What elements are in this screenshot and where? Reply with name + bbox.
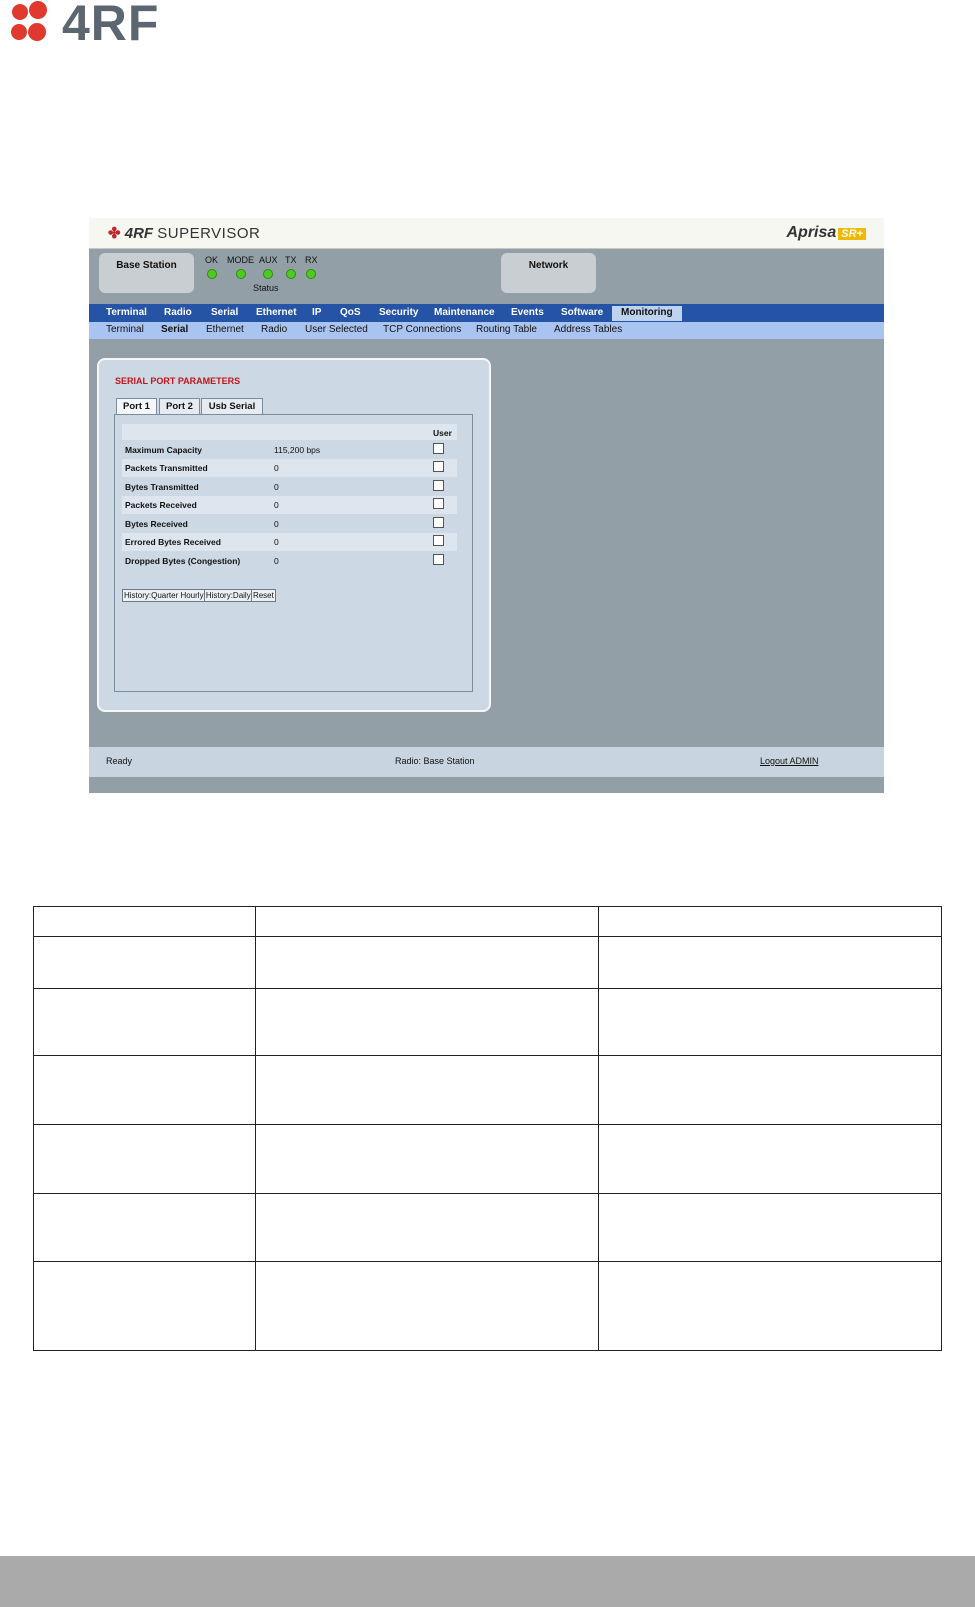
table-cell [34,907,256,937]
subnav-address-tables[interactable]: Address Tables [554,324,623,335]
subnav-radio[interactable]: Radio [261,324,288,335]
table-row [34,907,942,937]
table-cell [34,1125,256,1193]
brand [108,224,260,242]
params-header-row [122,424,457,440]
nav-qos[interactable]: QoS [340,307,361,318]
led-label: MODE [227,255,254,265]
table-cell [256,1125,599,1193]
subnav-routing-table[interactable]: Routing Table [476,324,537,335]
table-cell [599,1262,942,1351]
serial-port-panel [97,358,491,712]
param-row [122,496,457,514]
user-column-header: User [433,428,452,438]
nav-security[interactable]: Security [379,307,419,318]
network-label: Network [528,260,569,271]
brand-name: 4RF [124,225,154,242]
station-box [99,253,194,293]
subnav-terminal[interactable]: Terminal [106,324,144,335]
param-value: 115,200 bps [274,445,321,455]
tab-body [114,414,473,692]
user-checkbox[interactable] [433,554,444,565]
led-label: OK [205,255,219,265]
user-checkbox[interactable] [433,517,444,528]
led-green-icon [306,269,316,279]
table-cell [256,988,599,1055]
aprisa-logo [786,224,866,242]
led-ok [205,255,218,279]
user-checkbox[interactable] [433,498,444,509]
nav-radio[interactable]: Radio [164,307,192,318]
status-leds [205,255,335,295]
history-daily-button[interactable]: History:Daily [205,591,251,600]
network-box[interactable] [501,253,596,293]
status-label: Status [253,283,279,293]
nav-ip[interactable]: IP [312,307,322,318]
param-value: 0 [274,482,279,492]
status-bar [89,747,884,777]
nav-maintenance[interactable]: Maintenance [434,307,495,318]
nav-monitoring[interactable]: Monitoring [612,306,682,321]
led-label: TX [285,255,297,265]
user-checkbox[interactable] [433,535,444,546]
table-cell [599,907,942,937]
user-checkbox[interactable] [433,480,444,491]
table-row [34,988,942,1055]
param-name: Maximum Capacity [125,445,202,455]
table-cell [34,1262,256,1351]
nav-software[interactable]: Software [561,307,604,318]
led-green-icon [286,269,296,279]
table-cell [256,1193,599,1261]
doc-logo [10,0,185,51]
main-nav [89,304,884,322]
table-cell [34,1193,256,1261]
aprisa-badge: SR+ [838,228,866,240]
table-cell [599,1125,942,1193]
subnav-serial[interactable]: Serial [161,324,189,335]
table-cell [256,907,599,937]
led-green-icon [207,269,217,279]
brand-product: SUPERVISOR [157,225,261,242]
doc-footer-bar [0,1556,975,1607]
table-cell [599,1193,942,1261]
led-tx [285,255,297,279]
table-cell [256,1262,599,1351]
param-name: Bytes Received [125,519,188,529]
table-row [34,1056,942,1125]
led-green-icon [236,269,246,279]
aprisa-name: Aprisa [786,224,837,241]
status-text: Ready [106,756,133,766]
radio-status: Radio: Base Station [395,756,475,766]
4rf-flower-icon [10,0,58,44]
param-name: Packets Received [125,500,197,510]
param-value: 0 [274,537,279,547]
param-name: Bytes Transmitted [125,482,199,492]
table-row [34,937,942,988]
user-checkbox[interactable] [433,443,444,454]
nav-events[interactable]: Events [511,307,544,318]
table-row [34,1262,942,1351]
led-aux [259,255,278,279]
user-checkbox[interactable] [433,461,444,472]
table-cell [256,1056,599,1125]
param-row [122,459,457,477]
led-green-icon [263,269,273,279]
tab-port-2[interactable]: Port 2 [159,398,200,414]
tab-usb-serial[interactable]: Usb Serial [201,398,263,414]
table-cell [599,937,942,988]
panel-title: SERIAL PORT PARAMETERS [115,376,241,386]
table-cell [599,1056,942,1125]
table-row [34,1125,942,1193]
subnav-user-selected[interactable]: User Selected [305,324,368,335]
nav-serial[interactable]: Serial [211,307,239,318]
param-row [122,515,457,533]
4rf-small-flower-icon: ✤ [108,225,121,242]
status-row [89,249,884,303]
table-cell [34,988,256,1055]
param-value: 0 [274,463,279,473]
history-quarter-hourly-button[interactable]: History:Quarter Hourly [124,591,204,600]
doc-table [33,906,942,1351]
nav-ethernet[interactable]: Ethernet [256,307,297,318]
param-value: 0 [274,519,279,529]
param-row [122,441,457,459]
param-row [122,552,457,570]
nav-terminal[interactable]: Terminal [106,307,147,318]
param-name: Dropped Bytes (Congestion) [125,556,241,566]
table-cell [256,937,599,988]
param-name: Packets Transmitted [125,463,208,473]
history-buttons [122,589,272,602]
table-row [34,1193,942,1261]
table-cell [34,1056,256,1125]
param-row [122,533,457,551]
app-screenshot [89,218,884,793]
led-mode [227,255,254,279]
led-rx [305,255,318,279]
table-cell [599,988,942,1055]
param-value: 0 [274,556,279,566]
led-label: AUX [259,255,278,265]
table-cell [34,937,256,988]
logout-link[interactable]: Logout ADMIN [760,756,819,766]
param-value: 0 [274,500,279,510]
tab-port-1[interactable]: Port 1 [116,398,157,414]
subnav-ethernet[interactable]: Ethernet [206,324,244,335]
led-label: RX [305,255,318,265]
param-name: Errored Bytes Received [125,537,221,547]
subnav-tcp-connections[interactable]: TCP Connections [383,324,462,335]
app-header [89,218,884,249]
doc-logo-text: 4RF [62,0,160,51]
sub-nav [89,322,884,339]
station-label: Base Station [116,260,177,271]
reset-button[interactable]: Reset [252,591,274,600]
param-row [122,478,457,496]
